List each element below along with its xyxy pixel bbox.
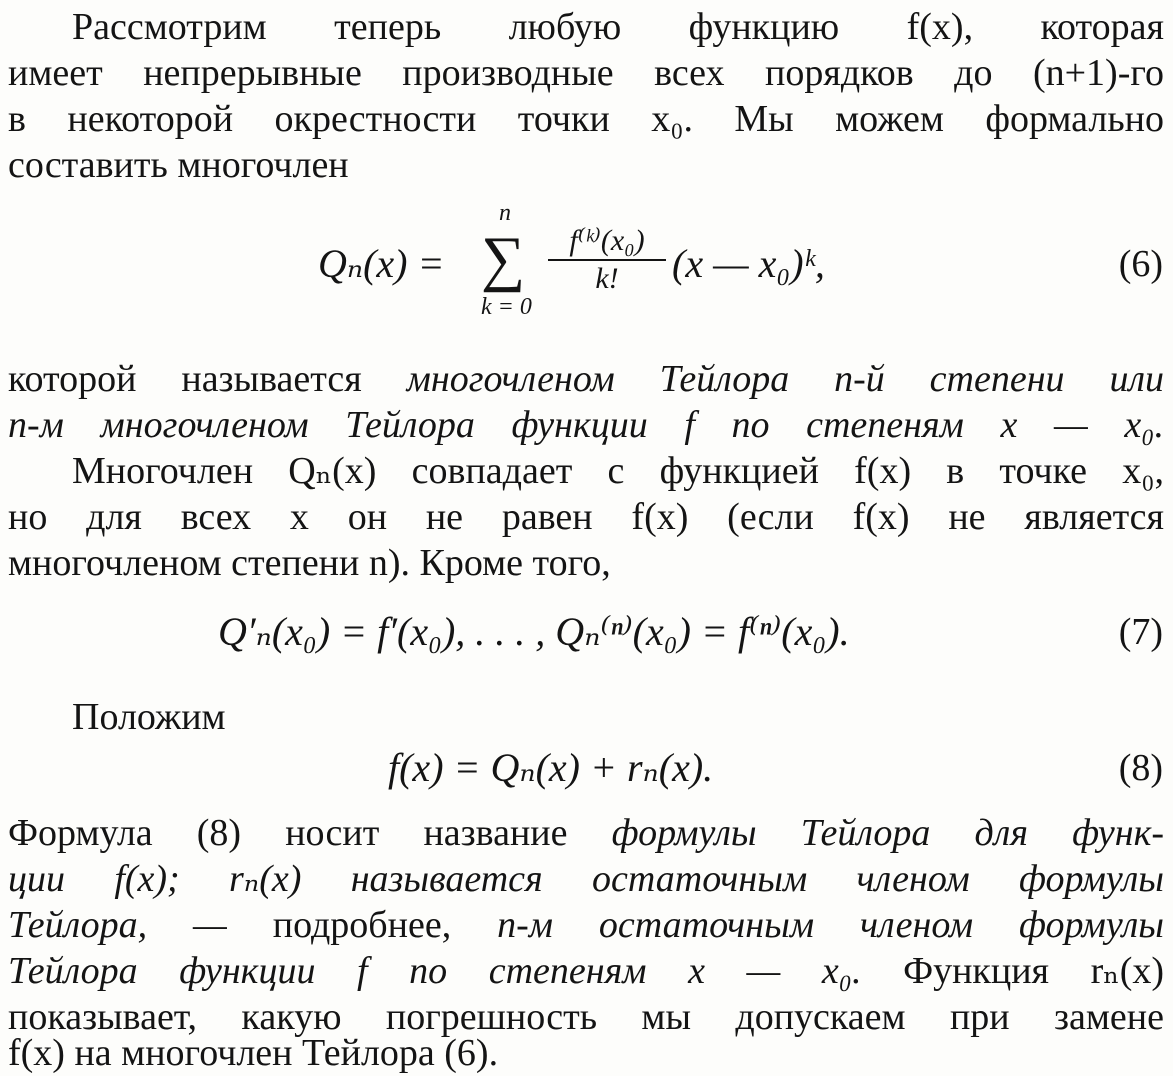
paragraph-1-line-2: имеет непрерывные производные всех порядков до (n+1)-го	[8, 52, 1164, 94]
paragraph-5-line-5: показывает, какую погрешность мы допускаем при замене	[8, 996, 1164, 1038]
summation-symbol: ∑	[481, 225, 526, 293]
paragraph-5-line-1	[8, 810, 1164, 856]
equation-8: f(x) = Qₙ(x) + rₙ(x).	[388, 745, 714, 790]
summation-lower-limit: k = 0	[481, 294, 532, 320]
term-remainder: остаточным членом формулы	[592, 858, 1164, 900]
term-taylor-function: Тейлора функции f по степеням x — x₀.	[8, 950, 862, 992]
paragraph-2-line-2: n-м многочленом Тейлора функции f по степеням x — x₀.	[8, 404, 1164, 446]
paragraph-3-line-1: Многочлен Qₙ(x) совпадает с функцией f(x) в точке x₀,	[72, 450, 1164, 492]
fraction-bar	[548, 259, 666, 261]
paragraph-1-line-1: Рассмотрим теперь любую функцию f(x), которая	[72, 6, 1164, 48]
paragraph-5-text: Формула (8) носит название	[8, 812, 568, 854]
equation-7-number: (7)	[1118, 611, 1163, 653]
paragraph-5-line-4	[8, 948, 1164, 994]
term-taylor-formula: формулы Тейлора для функ-	[611, 812, 1164, 854]
equation-6-lhs: Qₙ(x) =	[318, 241, 445, 286]
taylor-coefficient-fraction	[548, 225, 666, 295]
paragraph-5-text: подробнее,	[272, 904, 452, 946]
term-nth-remainder: n-м остаточным членом формулы	[497, 904, 1165, 946]
paragraph-3-line-3: многочленом степени n). Кроме того,	[8, 542, 611, 584]
paragraph-2-text: которой называется	[8, 358, 362, 400]
paragraph-5-text: ции f(x); rₙ(x) называется	[8, 858, 543, 900]
equation-7: Q′ₙ(x₀) = f′(x₀), . . . , Qₙ⁽ⁿ⁾(x₀) = f⁽ⁿ⁾(x₀).	[218, 609, 850, 654]
paragraph-5-line-3	[8, 902, 1164, 948]
paragraph-5-line-6: f(x) на многочлен Тейлора (6).	[8, 1032, 499, 1074]
equation-6-number: (6)	[1118, 243, 1163, 285]
paragraph-4-line-1: Положим	[72, 696, 226, 738]
paragraph-3-line-2: но для всех x он не равен f(x) (если f(x) не является	[8, 496, 1164, 538]
equation-6-rhs: (x — x₀)ᵏ,	[672, 241, 825, 286]
fraction-numerator: f⁽ᵏ⁾(x₀)	[569, 224, 645, 257]
paragraph-1-line-3: в некоторой окрестности точки x₀. Мы можем формально	[8, 98, 1164, 140]
term-taylor-remainder-end: Тейлора, —	[8, 904, 227, 946]
paragraph-5-line-2	[8, 856, 1164, 902]
summation	[475, 200, 545, 325]
term-taylor-polynomial: многочленом Тейлора n-й степени или	[406, 358, 1165, 400]
paragraph-1-line-4: составить многочлен	[8, 144, 349, 186]
fraction-denominator: k!	[595, 262, 619, 295]
summation-upper-limit: n	[499, 200, 511, 226]
equation-8-number: (8)	[1118, 747, 1163, 789]
paragraph-2-line-1	[8, 356, 1164, 402]
paragraph-5-text: Функция rₙ(x)	[903, 950, 1165, 992]
